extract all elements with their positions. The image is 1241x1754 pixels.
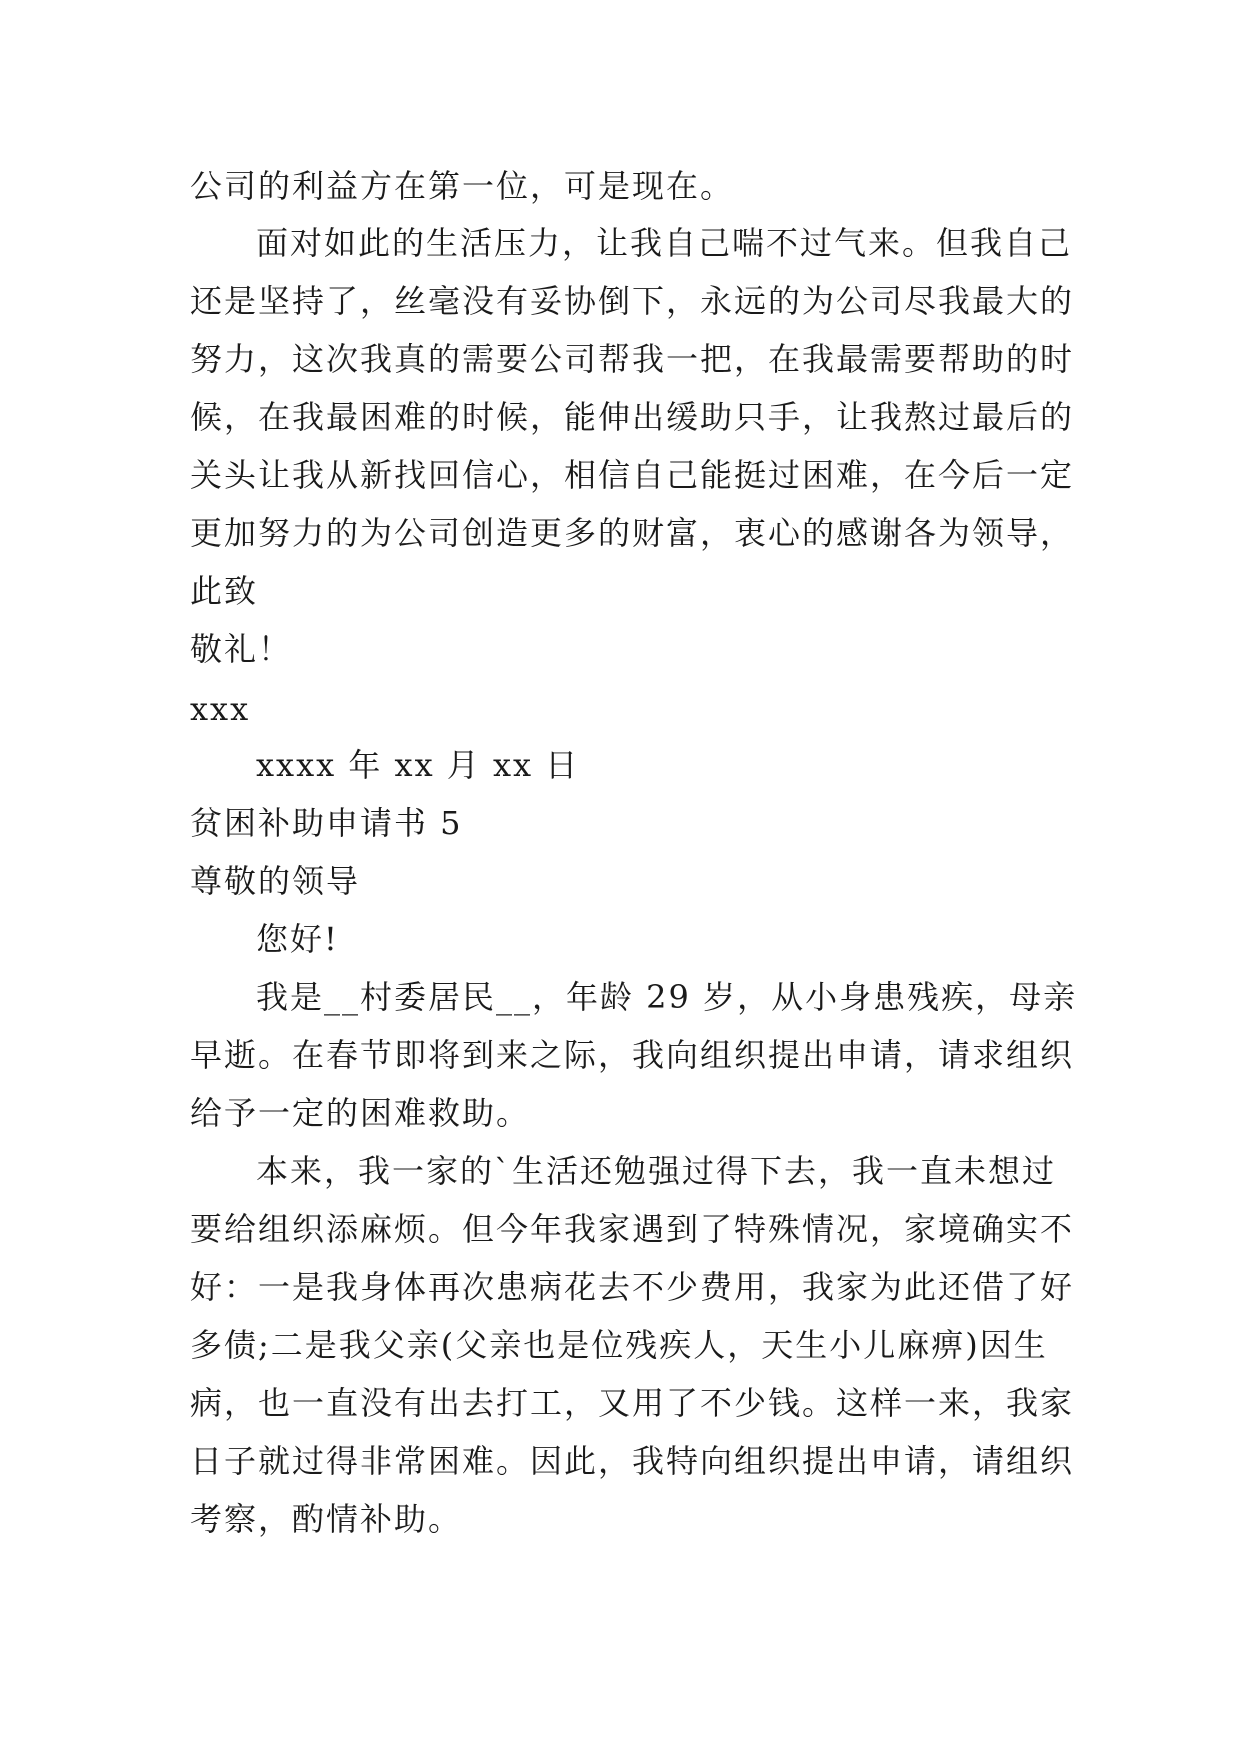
- text-line: 努力，这次我真的需要公司帮我一把，在我最需要帮助的时: [190, 340, 1075, 378]
- text-line: 给予一定的困难救助。: [190, 1094, 531, 1132]
- text-line: 日子就过得非常困难。因此，我特向组织提出申请，请组织: [190, 1442, 1075, 1480]
- greeting: 您好!: [256, 920, 339, 958]
- text-line: 候，在我最困难的时候，能伸出缓助只手，让我熬过最后的: [190, 398, 1075, 436]
- closing-regards: 敬礼！: [190, 630, 293, 668]
- greeting-recipient: 尊敬的领导: [190, 862, 361, 900]
- text-line: 我是__村委居民__，年龄 29 岁，从小身患残疾，母亲: [256, 978, 1078, 1016]
- signature: xxx: [190, 690, 251, 728]
- text-line: 早逝。在春节即将到来之际，我向组织提出申请，请求组织: [190, 1036, 1075, 1074]
- text-line: 考察，酌情补助。: [190, 1500, 463, 1538]
- date-line: xxxx 年 xx 月 xx 日: [256, 746, 580, 784]
- text-line: 公司的利益方在第一位，可是现在。: [190, 167, 735, 205]
- text-line: 面对如此的生活压力，让我自己喘不过气来。但我自己: [256, 224, 1073, 262]
- text-line: 还是坚持了，丝毫没有妥协倒下，永远的为公司尽我最大的: [190, 282, 1075, 320]
- text-line: 要给组织添麻烦。但今年我家遇到了特殊情况，家境确实不: [190, 1210, 1075, 1248]
- text-line: 本来，我一家的`生活还勉强过得下去，我一直未想过: [256, 1152, 1057, 1190]
- closing-salutation: 此致: [190, 572, 259, 610]
- text-line: 病，也一直没有出去打工，又用了不少钱。这样一来，我家: [190, 1384, 1075, 1422]
- text-line: 好：一是我身体再次患病花去不少费用，我家为此还借了好: [190, 1268, 1075, 1306]
- text-line: 关头让我从新找回信心，相信自己能挺过困难，在今后一定: [190, 456, 1075, 494]
- section-title: 贫困补助申请书 5: [190, 804, 463, 842]
- text-line: 更加努力的为公司创造更多的财富，衷心的感谢各为领导，: [190, 514, 1075, 552]
- text-line: 多债;二是我父亲(父亲也是位残疾人，天生小儿麻痹)因生: [190, 1326, 1048, 1364]
